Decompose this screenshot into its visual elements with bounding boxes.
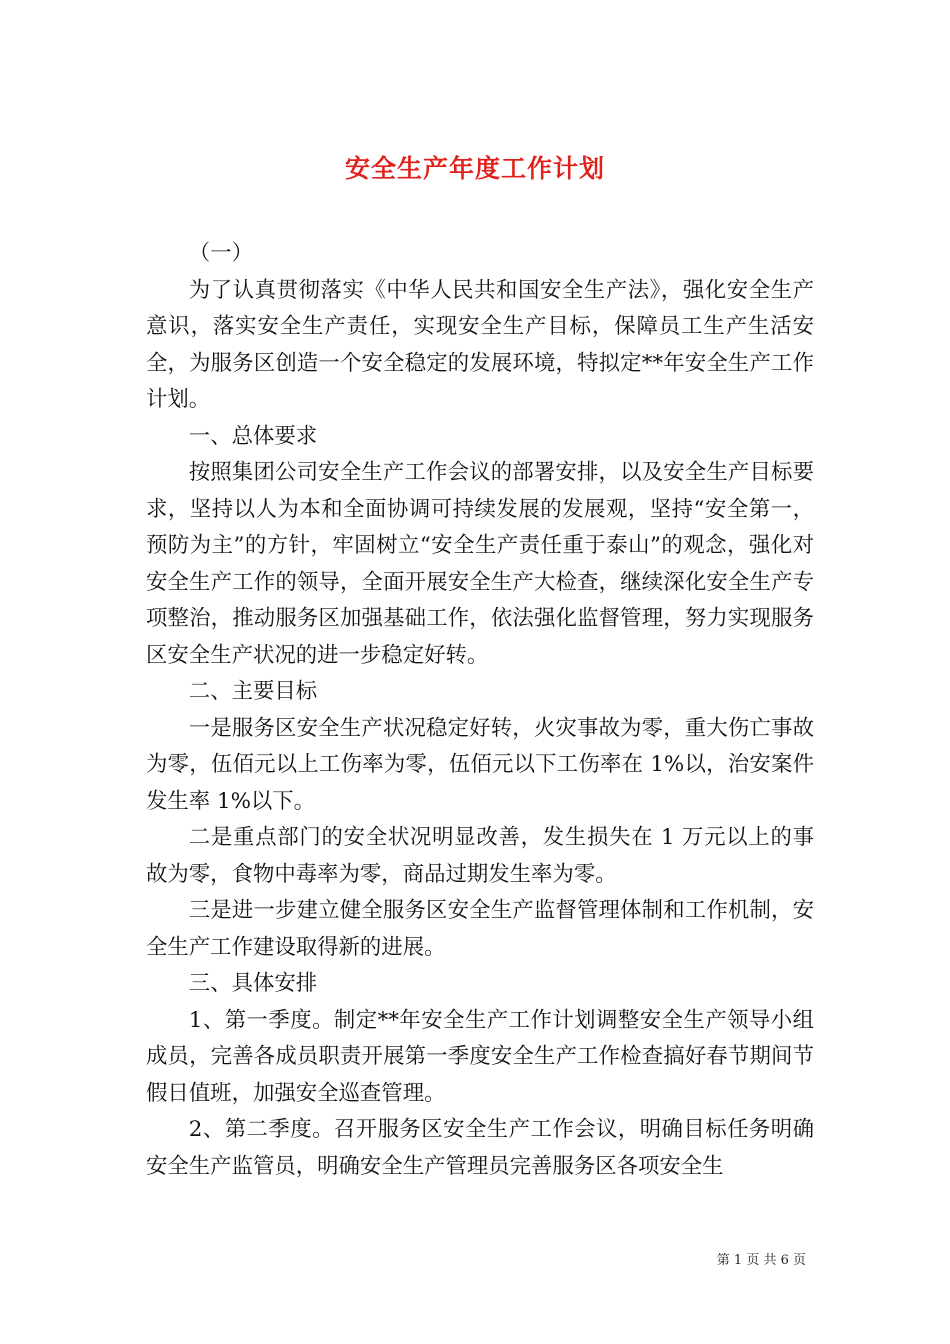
goal-one-paragraph: 一是服务区安全生产状况稳定好转，火灾事故为零，重大伤亡事故为零，伍佰元以上工伤率为零，伍佰元以下工伤率在 1%以，治安案件发生率 1%以下。 [146, 715, 814, 814]
heading-specific-arrangements: 三、具体安排 [188, 971, 318, 996]
intro-paragraph: 为了认真贯彻落实《中华人民共和国安全生产法》，强化安全生产意识，落实安全生产责任，实现安全生产目标，保障员工生产生活安全，为服务区创造一个安全稳定的发展环境，特拟定**年安全生产工作计划。 [146, 277, 814, 412]
document-title: 安全生产年度工作计划 [344, 153, 605, 183]
page-number: 第 1 页 共 6 页 [716, 1253, 806, 1268]
goal-two-paragraph: 二是重点部门的安全状况明显改善，发生损失在 1 万元以上的事故为零，食物中毒率为零，商品过期发生率为零。 [146, 825, 814, 887]
document-body [146, 236, 814, 1185]
heading-main-goals: 二、主要目标 [188, 679, 318, 704]
general-requirements-paragraph: 按照集团公司安全生产工作会议的部署安排，以及安全生产目标要求，坚持以人为本和全面协调可持续发展的发展观，坚持“安全第一，预防为主”的方针，牢固树立“安全生产责任重于泰山”的观念，强化对安全生产工作的领导，全面开展安全生产大检查，继续深化安全生产专项整治，推动服务区加强基础工作，依法强化监督管理，努力实现服务区安全生产状况的进一步稳定好转。 [146, 460, 814, 668]
section-number: （一） [188, 241, 253, 266]
quarter-one-paragraph: 1、第一季度。制定**年安全生产工作计划调整安全生产领导小组成员，完善各成员职责开展第一季度安全生产工作检查搞好春节期间节假日值班，加强安全巡查管理。 [146, 1007, 814, 1106]
quarter-two-paragraph: 2、第二季度。召开服务区安全生产工作会议，明确目标任务明确安全生产监管员，明确安全生产管理员完善服务区各项安全生 [146, 1117, 814, 1179]
heading-general-requirements: 一、总体要求 [188, 423, 318, 449]
goal-three-paragraph: 三是进一步建立健全服务区安全生产监督管理体制和工作机制，安全生产工作建设取得新的进展。 [146, 898, 814, 960]
